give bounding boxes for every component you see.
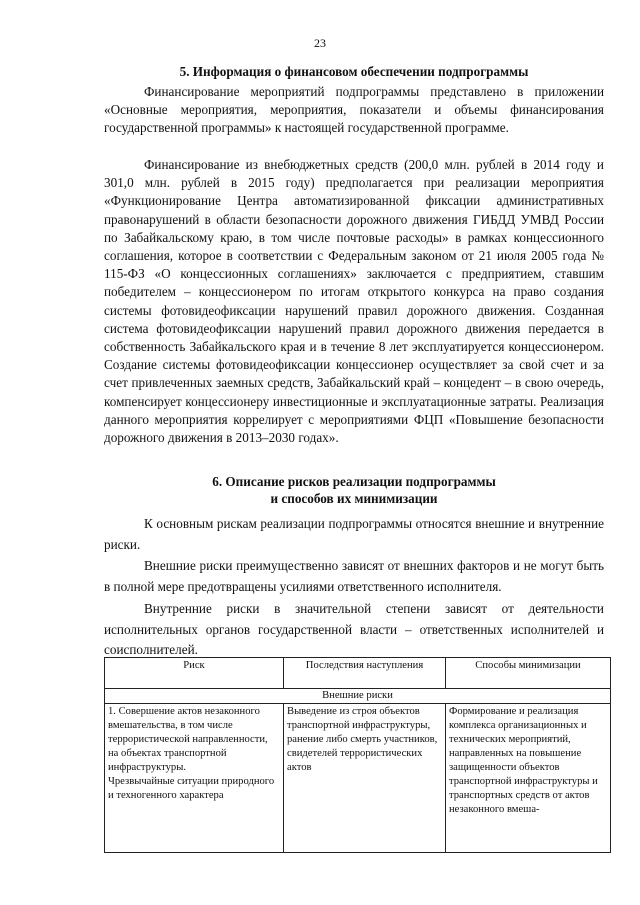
risk-table [104,657,611,853]
risk-cell [105,704,284,853]
section-6-paragraph-3: Внутренние риски в значительной степени зависят от деятельности исполнительных органов государственной власти – ответственных исполнителей и соисполнителей. [104,601,604,657]
section-external-risks: Внешние риски [105,689,611,704]
section-5-heading: 5. Информация о финансовом обеспечении подпрограммы [179,64,529,79]
minimization-cell: Формирование и реализация комплекса организационных и технических мероприятий, направленных на повышение защищенности объектов транспортной инфраструктуры и транспортных средств от актов незаконного вмеша- [446,704,611,853]
table-row [105,704,611,853]
table-header-row [105,658,611,689]
page-number: 23 [314,36,326,50]
risk-cell-line-2: Чрезвычайные ситуации природного и техногенного характера [108,776,275,801]
section-6-paragraph-1: К основным рискам реализации подпрограммы относятся внешние и внутренние риски. [104,516,604,552]
header-consequences: Последствия наступления [284,658,446,689]
section-5-paragraph-1: Финансирование мероприятий подпрограммы представлено в приложении «Основные мероприятия, мероприятия, показатели и объемы финансирования государственной программы» к настоящей государственной программе. [104,84,604,136]
header-risk: Риск [105,658,284,689]
risk-cell-line-1: 1. Совершение актов незаконного вмешательства, в том числе террористической направленности, на объектах транспортной инфраструктуры. [108,706,268,773]
section-6-heading-line-1: 6. Описание рисков реализации подпрограммы [212,474,496,489]
section-6-paragraph-2: Внешние риски преимущественно зависят от внешних факторов и не могут быть в полной мере предотвращены усилиями ответственного исполнителя. [104,558,604,594]
section-6-heading [104,473,604,507]
table-section-row [105,689,611,704]
section-5-paragraph-2: Финансирование из внебюджетных средств (200,0 млн. рублей в 2014 году и 301,0 млн. рублей в 2015 году) предполагается при реализации мероприятия «Функционирование Центра автоматизированной фиксации административных правонарушений в области безопасности дорожного движения ГИБДД УМВД России по Забайкальскому краю, в том числе почтовые расходы» в рамках концессионного соглашения, которое в соответствии с Федеральным законом от 21 июля 2005 года № 115-ФЗ «О концессионных соглашениях» заключается с предприятием, ставшим победителем – концессионером по итогам открытого конкурса на право создания системы фотовидеофиксации нарушений правил дорожного движения. Созданная система фотовидеофиксации нарушений правил дорожного движения передается в собственность Забайкальского края и в течение 8 лет эксплуатируется концессионером. Создание системы фотовидеофиксации концессионер осуществляет за свой счет и за счет привлеченных заемных средств, Забайкальский край – концедент – в свою очередь, компенсирует концессионеру инвестиционные и эксплуатационные затраты. Реализация данного мероприятия коррелирует с мероприятиями ФЦП «Повышение безопасности дорожного движения в 2013–2030 годах». [104,157,604,446]
section-6-heading-line-2: и способов их минимизации [270,491,438,506]
consequence-cell: Выведение из строя объектов транспортной инфраструктуры, ранение либо смерть участников, свидетелей террористических актов [284,704,446,853]
header-minimization: Способы минимизации [446,658,611,689]
